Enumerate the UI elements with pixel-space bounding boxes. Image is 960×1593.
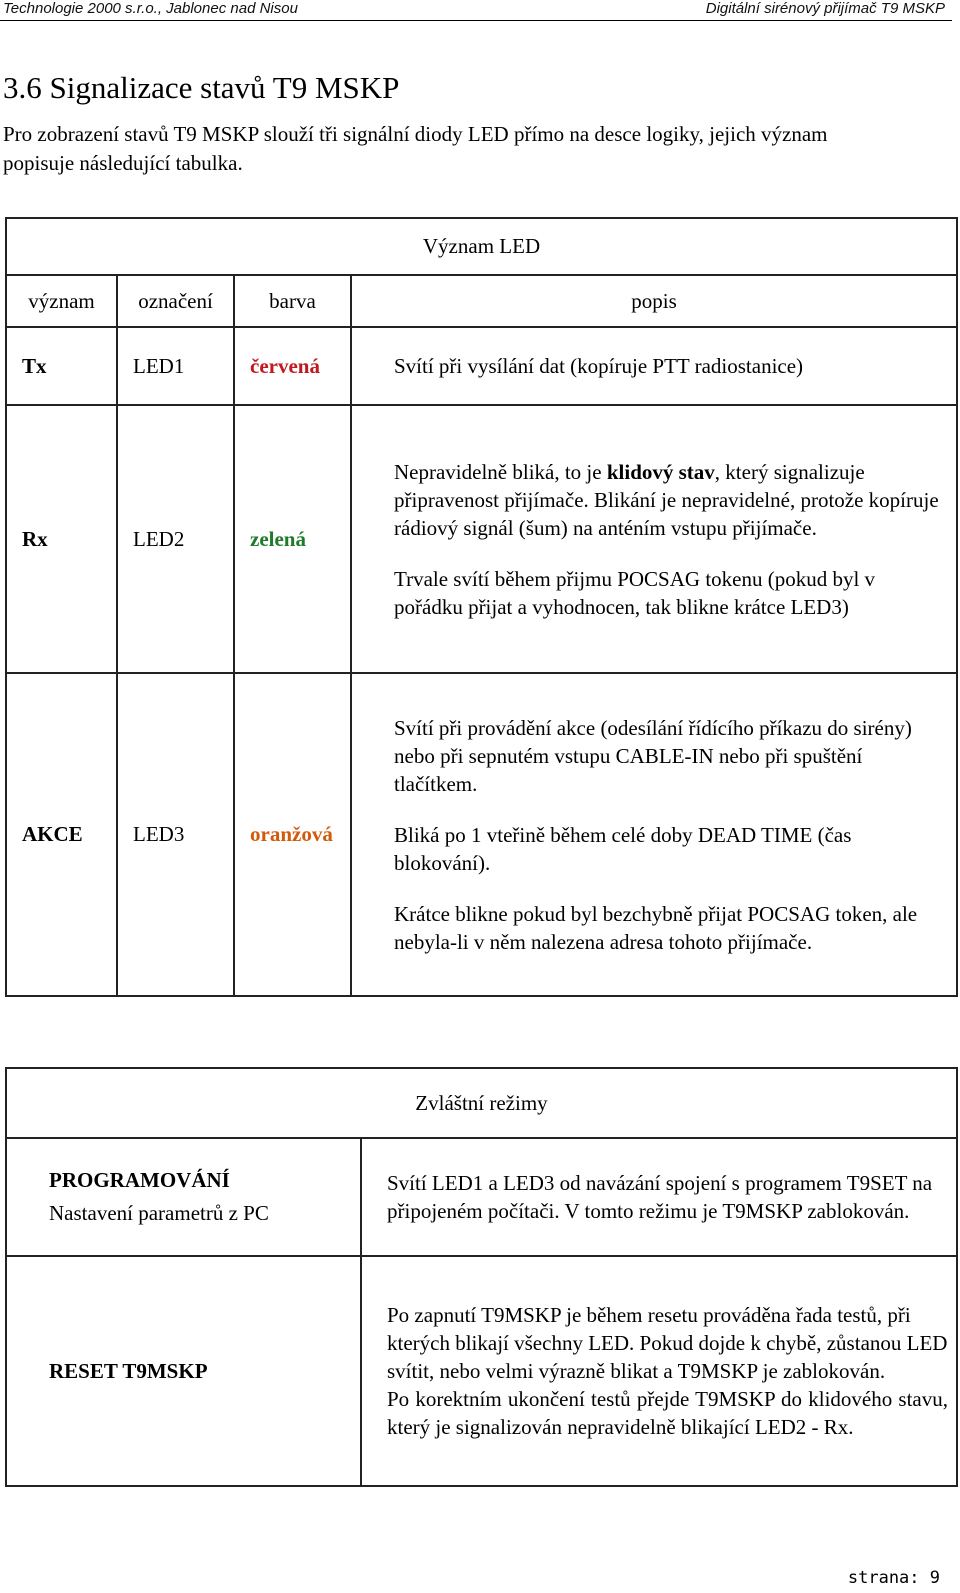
- modes-table: [5, 1067, 958, 1487]
- led-table-caption: Význam LED: [6, 218, 957, 275]
- row-description: [351, 405, 957, 673]
- idle-state-emphasis: klidový stav: [606, 459, 715, 484]
- row-code: LED1: [117, 327, 234, 405]
- akce-desc-action: Svítí při provádění akce (odesílání řídícího příkazu do sirény) nebo při sepnutém vstupu CABLE-IN nebo při spuštění tlačítkem.: [394, 715, 912, 796]
- table-row-reset: [6, 1256, 957, 1486]
- row-code: LED2: [117, 405, 234, 673]
- reset-desc-tests: Po zapnutí T9MSKP je během resetu prováděna řada testů, při kterých blikají všechny LED. Pokud dojde k chybě, zůstanou LED svítit, nebo velmi výrazně blikat a T9MSKP je zablokován.: [387, 1303, 948, 1383]
- header-code: označení: [117, 275, 234, 327]
- row-code: LED3: [117, 673, 234, 996]
- mode-description: [361, 1256, 957, 1486]
- row-description: Svítí při vysílání dat (kopíruje PTT radiostanice): [351, 327, 957, 405]
- rx-desc-idle: Nepravidelně bliká, to je klidový stav, který signalizuje připravenost přijímače. Blikání je nepravidelné, protože kopíruje rádiový signál (šum) na anténím vstupu přijímače.: [394, 459, 939, 540]
- table-row-tx: [6, 327, 957, 405]
- page-number: strana: 9: [847, 1568, 940, 1588]
- row-meaning: Rx: [6, 405, 117, 673]
- header-color: barva: [234, 275, 351, 327]
- row-color-red: červená: [234, 327, 351, 405]
- row-color-orange: oranžová: [234, 673, 351, 996]
- header-rule: [0, 20, 952, 21]
- led-table-header-row: [6, 275, 957, 327]
- table-row-akce: [6, 673, 957, 996]
- mode-name: [6, 1138, 361, 1256]
- row-meaning: AKCE: [6, 673, 117, 996]
- akce-desc-token: Krátce blikne pokud byl bezchybně přijat POCSAG token, ale nebyla-li v něm nalezena adresa tohoto přijímače.: [394, 901, 918, 954]
- intro-paragraph: Pro zobrazení stavů T9 MSKP slouží tři signální diody LED přímo na desce logiky, jejich význam popisuje následující tabulka.: [3, 122, 828, 175]
- header-meaning: význam: [6, 275, 117, 327]
- section-title: 3.6 Signalizace stavů T9 MSKP: [3, 70, 400, 105]
- header-description: popis: [351, 275, 957, 327]
- reset-title: RESET T9MSKP: [6, 1256, 361, 1486]
- row-color-green: zelená: [234, 405, 351, 673]
- modes-table-caption: Zvláštní režimy: [6, 1068, 957, 1138]
- row-meaning: Tx: [6, 327, 117, 405]
- programming-title: PROGRAMOVÁNÍ: [49, 1168, 230, 1192]
- header-company: Technologie 2000 s.r.o., Jablonec nad Nisou: [3, 0, 298, 17]
- rx-desc-receive: Trvale svítí během přijmu POCSAG tokenu (pokud byl v pořádku přijat a vyhodnocen, tak blikne krátce LED3): [394, 566, 876, 619]
- mode-description: Svítí LED1 a LED3 od navázání spojení s programem T9SET na připojeném počítači. V tomto režimu je T9MSKP zablokován.: [361, 1138, 957, 1256]
- akce-desc-deadtime: Bliká po 1 vteřině během celé doby DEAD TIME (čas blokování).: [394, 822, 852, 875]
- reset-desc-complete: Po korektním ukončení testů přejde T9MSKP do klidového stavu, který je signalizován nepravidelně blikající LED2 - Rx.: [387, 1387, 948, 1439]
- led-table: [5, 217, 958, 997]
- table-row-programming: [6, 1138, 957, 1256]
- programming-subtitle: Nastavení parametrů z PC: [49, 1201, 269, 1225]
- page-header: [0, 0, 960, 22]
- row-description: [351, 673, 957, 996]
- table-row-rx: [6, 405, 957, 673]
- header-product: Digitální sirénový přijímač T9 MSKP: [705, 0, 945, 17]
